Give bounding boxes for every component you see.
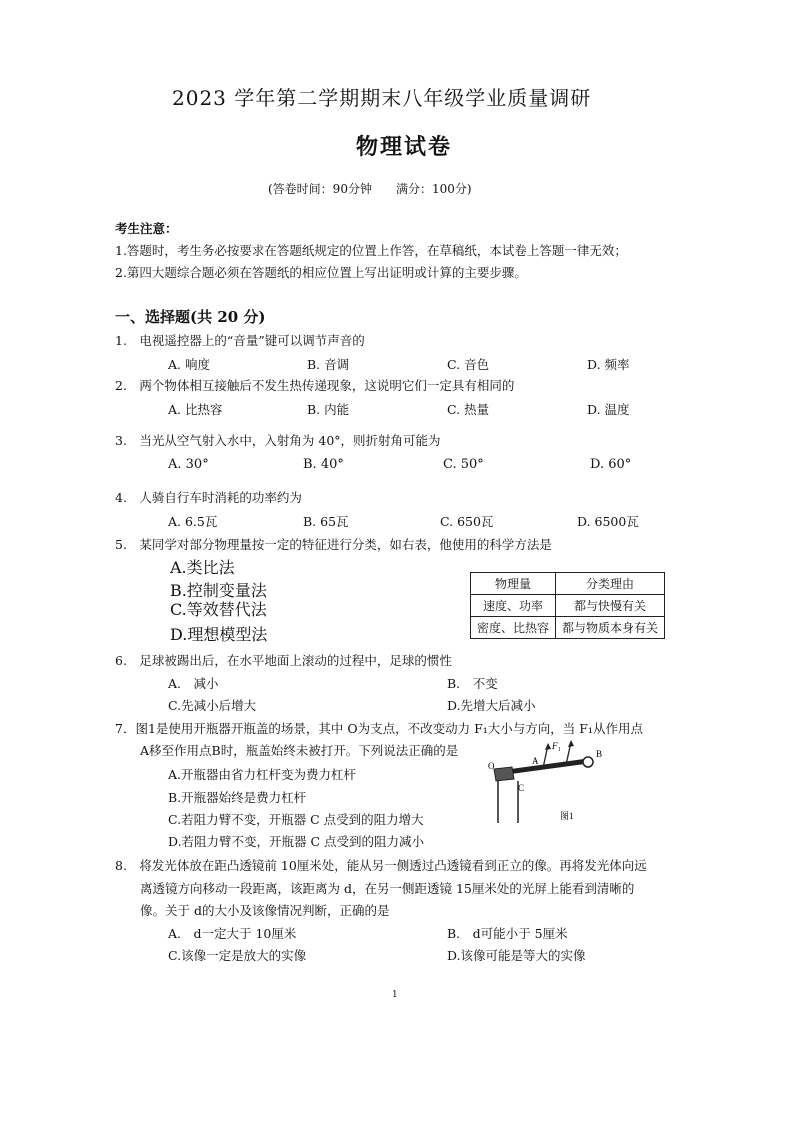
page-number: 1: [392, 990, 398, 1000]
q8-option-b: B. d可能小于 5厘米: [447, 926, 568, 941]
q5-option-b: B.控制变量法: [170, 581, 267, 600]
q5-option-a: A.类比法: [170, 558, 235, 577]
q2-stem: 2. 两个物体相互接触后不发生热传递现象，这说明它们一定具有相同的: [115, 378, 515, 393]
label-a: A: [532, 756, 539, 766]
figure-caption: 图1: [560, 811, 574, 821]
q1-option-b: B. 音调: [307, 357, 350, 372]
notice-heading: 考生注意：: [115, 221, 178, 236]
q1-option-a: A. 响度: [168, 357, 210, 372]
q2-option-a: A. 比热容: [168, 402, 223, 417]
time-info: (答卷时间：90分钟 满分：100分): [268, 182, 472, 196]
section-title: 一、选择题(共 20 分): [115, 308, 266, 326]
table-cell: 速度、功率: [471, 595, 556, 617]
table-cell: 密度、比热容: [471, 617, 556, 639]
label-f1: F₁: [552, 741, 561, 751]
q7-stem-line1: 7．图1是使用开瓶器开瓶盖的场景，其中 O为支点，不改变动力 F₁大小与方向，当 F₁从作用点: [115, 721, 643, 736]
table-row: [471, 595, 665, 617]
exam-title: 2023 学年第二学期期末八年级学业质量调研: [172, 86, 592, 110]
q8-option-a: A. d一定大于 10厘米: [168, 926, 297, 941]
table-cell: 都与物质本身有关: [556, 617, 665, 639]
q7-option-c: C.若阻力臂不变，开瓶器 C 点受到的阻力增大: [168, 812, 424, 827]
force-arrow-b-head: [568, 740, 574, 747]
q6-option-b: B. 不变: [447, 676, 498, 691]
table-row: [471, 617, 665, 639]
q1-option-c: C. 音色: [447, 357, 490, 372]
q8-option-c: C.该像一定是放大的实像: [168, 948, 307, 963]
table-cell: 都与快慢有关: [556, 595, 665, 617]
q3-stem: 3. 当光从空气射入水中，入射角为 40°，则折射角可能为: [115, 433, 441, 448]
table-header-cell: 分类理由: [556, 573, 665, 595]
q3-option-d: D. 60°: [590, 457, 632, 472]
q4-option-d: D. 6500瓦: [577, 514, 639, 529]
q8-stem-line3: 像。关于 d的大小及该像情况判断，正确的是: [140, 903, 390, 918]
q5-option-d: D.理想模型法: [170, 625, 268, 644]
q5-stem: 5. 某同学对部分物理量按一定的特征进行分类，如右表，他使用的科学方法是: [115, 537, 552, 552]
q4-option-b: B. 65瓦: [303, 514, 349, 529]
q8-stem-line2: 离透镜方向移动一段距离，该距离为 d，在另一侧距透镜 15厘米处的光屏上能看到清晰的: [140, 881, 635, 896]
opener-head: [494, 767, 514, 781]
table-header-row: [471, 573, 665, 595]
bottle-opener-figure: [488, 735, 608, 825]
q1-stem: 1. 电视遥控器上的“音量”键可以调节声音的: [115, 333, 365, 348]
bottle-neck: [498, 781, 518, 823]
q8-stem-line1: 8. 将发光体放在距凸透镜前 10厘米处，能从另一侧透过凸透镜看到正立的像。再将发光体向远: [115, 858, 647, 873]
q1-option-d: D. 频率: [587, 357, 630, 372]
q7-stem-line2: A移至作用点B时，瓶盖始终未被打开。下列说法正确的是: [140, 743, 459, 758]
notice-item-2: 2.第四大题综合题必须在答题纸的相应位置上写出证明或计算的主要步骤。: [115, 265, 527, 280]
table-header-cell: 物理量: [471, 573, 556, 595]
q6-option-c: C.先减小后增大: [168, 698, 257, 713]
q2-option-d: D. 温度: [587, 402, 630, 417]
q3-option-c: C. 50°: [443, 457, 484, 472]
q6-option-d: D.先增大后减小: [447, 698, 536, 713]
q8-option-d: D.该像可能是等大的实像: [447, 948, 586, 963]
q3-option-a: A. 30°: [168, 457, 209, 472]
q5-option-c: C.等效替代法: [170, 600, 267, 619]
q7-option-d: D.若阻力臂不变，开瓶器 C 点受到的阻力减小: [168, 834, 425, 849]
classification-table: [470, 572, 665, 639]
q4-option-a: A. 6.5瓦: [168, 514, 218, 529]
q3-option-b: B. 40°: [303, 457, 344, 472]
force-arrow-a-head: [545, 743, 551, 750]
subject-title: 物理试卷: [356, 134, 453, 160]
q7-option-a: A.开瓶器由省力杠杆变为费力杠杆: [168, 767, 357, 782]
label-o: O: [488, 761, 495, 771]
q6-stem: 6. 足球被踢出后，在水平地面上滚动的过程中，足球的惯性: [115, 653, 452, 668]
q7-option-b: B.开瓶器始终是费力杠杆: [168, 790, 307, 805]
q2-option-b: B. 内能: [307, 402, 350, 417]
notice-item-1: 1.答题时，考生务必按要求在答题纸规定的位置上作答，在草稿纸，本试卷上答题一律无效；: [115, 243, 627, 258]
q4-stem: 4. 人骑自行车时消耗的功率约为: [115, 490, 302, 505]
q2-option-c: C. 热量: [447, 402, 490, 417]
q6-option-a: A. 减小: [168, 676, 219, 691]
label-b: B: [596, 749, 603, 759]
lever-end-ring: [583, 757, 593, 767]
label-c: C: [518, 783, 525, 793]
q4-option-c: C. 650瓦: [440, 514, 494, 529]
